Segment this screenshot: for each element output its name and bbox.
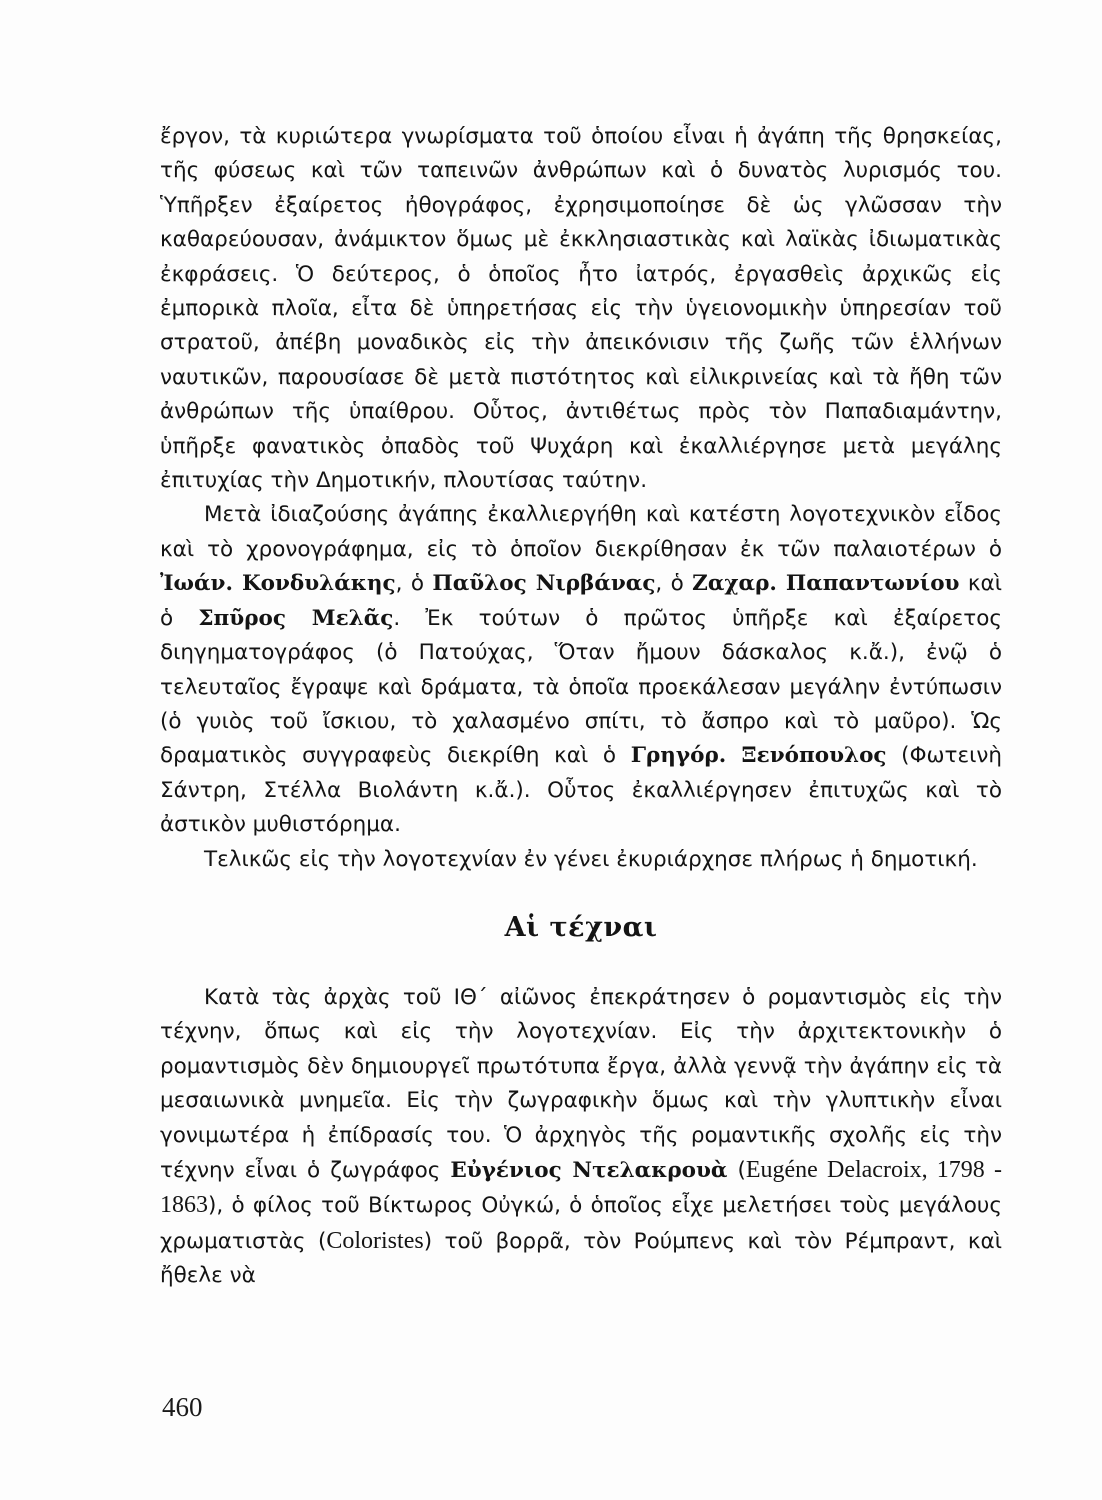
author-name: Σπῦρος Μελᾶς (198, 605, 394, 631)
author-name: Παῦλος Νιρβάνας (432, 571, 656, 597)
latin-term: Coloristes (326, 1227, 424, 1254)
latin-name: Eugéne Delacroix, 1798 - 1863 (160, 1156, 1002, 1219)
artist-name: Εὐγένιος Ντελακρουὰ (450, 1157, 728, 1183)
author-name: Γρηγόρ. Ξενόπουλος (630, 743, 887, 769)
paragraph-continued: ἔργον, τὰ κυριώτερα γνωρίσματα τοῦ ὁποίου εἶναι ἡ ἀγάπη τῆς θρησκείας, τῆς φύσεως καὶ τῶν ταπεινῶν ἀνθρώπων καὶ ὁ δυνατὸς λυρισμός του. Ὑπῆρξεν ἐξαίρετος ἠθογράφος, ἐχρησιμοποίησε δὲ ὡς γλῶσσαν τὴν καθαρεύουσαν, ἀνάμικτον ὅμως μὲ ἐκκλησιαστικὰς καὶ λαϊκὰς ἰδιωματικὰς ἐκφράσεις. Ὁ δεύτερος, ὁ ὁποῖος ἦτο ἰατρός, ἐργασθεὶς ἀρχικῶς εἰς ἐμπορικὰ πλοῖα, εἶτα δὲ ὑπηρετήσας εἰς τὴν ὑγειονομικὴν ὑπηρεσίαν τοῦ στρατοῦ, ἀπέβη μοναδικὸς εἰς τὴν ἀπεικόνισιν τῆς ζωῆς τῶν ἑλλήνων ναυτικῶν, παρουσίασε δὲ μετὰ πιστότητος καὶ εἰλικρινείας καὶ τὰ ἤθη τῶν ἀνθρώπων τῆς ὑπαίθρου. Οὗτος, ἀντιθέτως πρὸς τὸν Παπαδιαμάντην, ὑπῆρξε φανατικὸς ὀπαδὸς τοῦ Ψυχάρη καὶ ἐκαλλιέργησε μετὰ μεγάλης ἐπιτυχίας τὴν Δημοτικήν, πλουτίσας ταύτην. (160, 124, 1002, 494)
paragraph-chronicle: Μετὰ ἰδιαζούσης ἀγάπης ἐκαλλιεργήθη καὶ κατέστη λογοτεχνικὸν εἶδος καὶ τὸ χρονογράφημα, εἰς τὸ ὁποῖον διεκρίθησαν ἐκ τῶν παλαιοτέρων ὁ Ἰωάν. Κονδυλάκης, ὁ Παῦλος Νιρβάνας, ὁ Ζαχαρ. Παπαντωνίου καὶ ὁ Σπῦρος Μελᾶς. Ἐκ τούτων ὁ πρῶτος ὑπῆρξε καὶ ἐξαίρετος διηγηματογράφος (ὁ Πατούχας, Ὅταν ἤμουν δάσκαλος κ.ἄ.), ἐνῷ ὁ τελευταῖος ἔγραψε καὶ δράματα, τὰ ὁποῖα προεκάλεσαν μεγάλην ἐντύπωσιν (ὁ γυιὸς τοῦ ἴσκιου, τὸ χαλασμένο σπίτι, τὸ ἄσπρο καὶ τὸ μαῦρο). Ὡς δραματικὸς συγγραφεὺς διεκρίθη καὶ ὁ Γρηγόρ. Ξενόπουλος (Φωτεινὴ Σάντρη, Στέλλα Βιολάντη κ.ἄ.). Οὗτος ἐκαλλιέργησεν ἐπιτυχῶς καὶ τὸ ἀστικὸν μυθιστόρημα. (160, 502, 1002, 838)
author-name: Ζαχαρ. Παπαντωνίου (692, 571, 960, 597)
page-number: 460 (162, 1392, 203, 1422)
body-text (160, 120, 1002, 1294)
paragraph-conclusion: Τελικῶς εἰς τὴν λογοτεχνίαν ἐν γένει ἐκυριάρχησε πλήρως ἡ δημοτική. (204, 846, 978, 872)
paragraph-arts: Κατὰ τὰς ἀρχὰς τοῦ ΙΘ΄ αἰῶνος ἐπεκράτησεν ὁ ρομαντισμὸς εἰς τὴν τέχνην, ὅπως καὶ εἰς τὴν λογοτεχνίαν. Εἰς τὴν ἀρχιτεκτονικὴν ὁ ρομαντισμὸς δὲν δημιουργεῖ πρωτότυπα ἔργα, ἀλλὰ γεννᾷ τὴν ἀγάπην εἰς τὰ μεσαιωνικὰ μνημεῖα. Εἰς τὴν ζωγραφικὴν ὅμως καὶ τὴν γλυπτικὴν εἶναι γονιμωτέρα ἡ ἐπίδρασίς του. Ὁ ἀρχηγὸς τῆς ρομαντικῆς σχολῆς εἰς τὴν τέχνην εἶναι ὁ ζωγράφος Εὐγένιος Ντελακρουὰ (Eugéne Delacroix, 1798 - 1863), ὁ φίλος τοῦ Βίκτωρος Οὐγκώ, ὁ ὁποῖος εἶχε μελετήσει τοὺς μεγάλους χρωματιστὰς (Coloristes) τοῦ βορρᾶ, τὸν Ρούμπενς καὶ τὸν Ρέμπραντ, καὶ ἤθελε νὰ (160, 984, 1003, 1289)
section-heading: Αἱ τέχναι (504, 911, 658, 943)
author-name: Ἰωάν. Κονδυλάκης (160, 571, 396, 597)
